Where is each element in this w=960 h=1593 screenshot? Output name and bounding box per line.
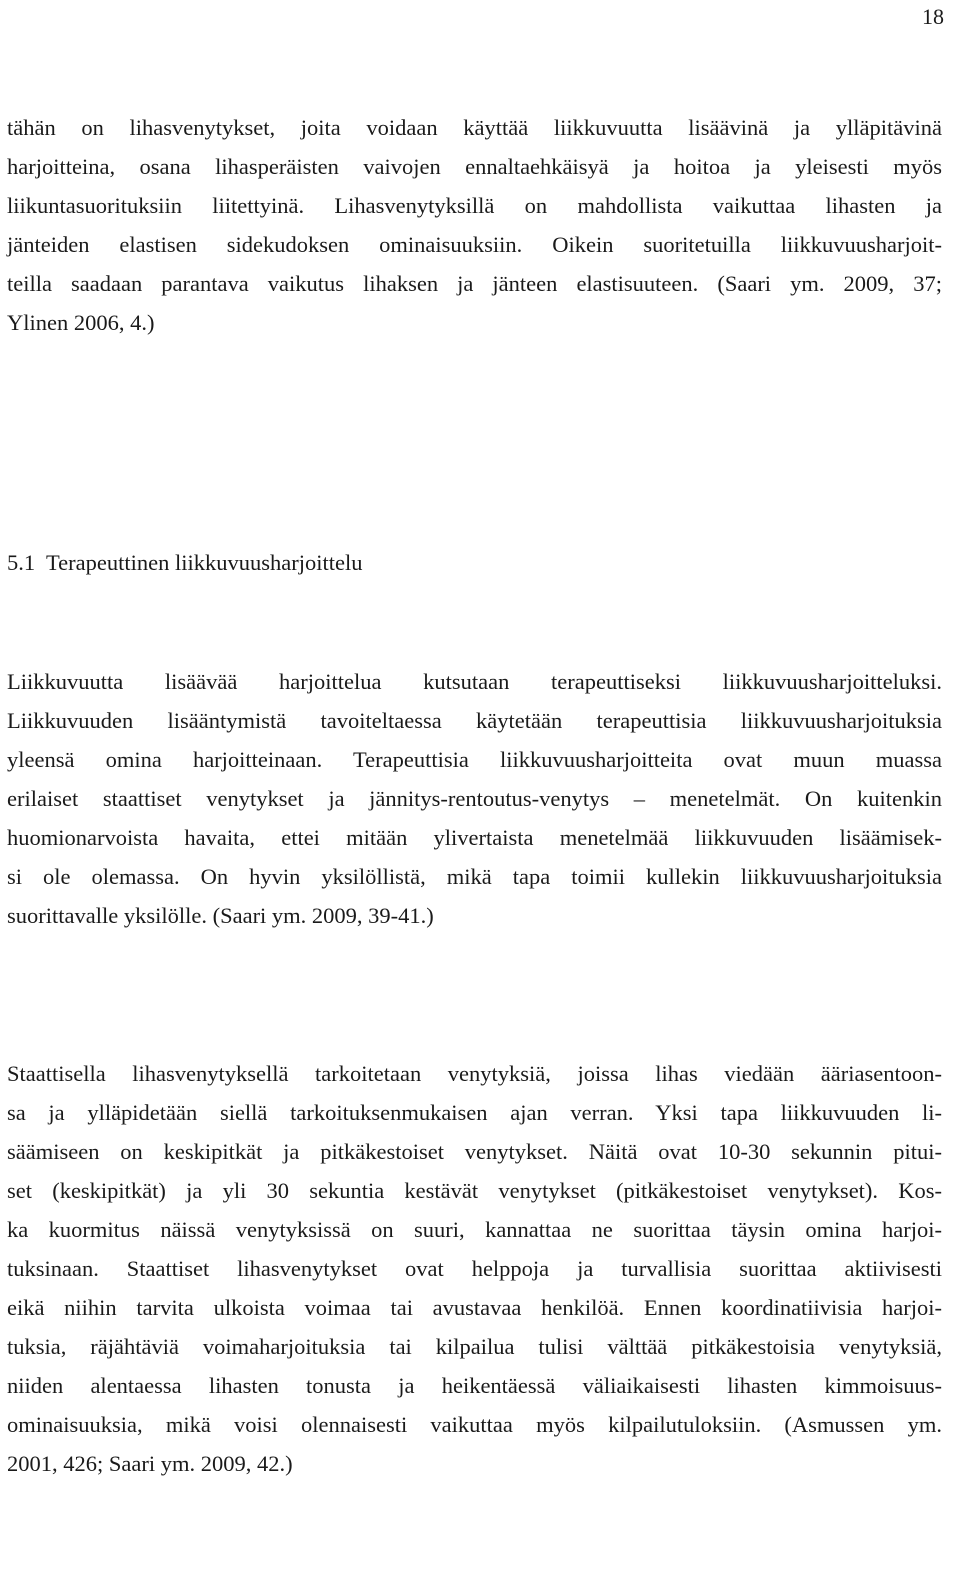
text-line: si ole olemassa. On hyvin yksilöllistä, mikä tapa toimii kullekin liikkuvuusharjoituksia xyxy=(7,864,942,889)
text-line: Ylinen 2006, 4.) xyxy=(7,310,155,335)
text-line: eikä niihin tarvita ulkoista voimaa tai avustavaa henkilöä. Ennen koordinatiivisia harjoi- xyxy=(7,1295,942,1320)
text-line: yleensä omina harjoitteinaan. Terapeuttisia liikkuvuusharjoitteita ovat muun muassa xyxy=(7,747,942,772)
text-line: ominaisuuksia, mikä voisi olennaisesti vaikuttaa myös kilpailutuloksiin. (Asmussen ym. xyxy=(7,1412,942,1437)
text-line: erilaiset staattiset venytykset ja jännitys-rentoutus-venytys – menetelmät. On kuitenkin xyxy=(7,786,942,811)
text-line: huomionarvoista havaita, ettei mitään ylivertaista menetelmää liikkuvuuden lisäämisek- xyxy=(7,825,942,850)
page-number: 18 xyxy=(922,4,944,29)
text-line: harjoitteina, osana lihasperäisten vaivojen ennaltaehkäisyä ja hoitoa ja yleisesti myös xyxy=(7,154,942,179)
text-line: tuksia, räjähtäviä voimaharjoituksia tai kilpailua tulisi välttää pitkäkestoisia venytyksiä, xyxy=(7,1334,942,1359)
text-line: Liikkuvuutta lisäävää harjoittelua kutsutaan terapeuttiseksi liikkuvuusharjoitteluksi. xyxy=(7,669,942,694)
text-line: säämiseen on keskipitkät ja pitkäkestoiset venytykset. Näitä ovat 10-30 sekunnin pitui- xyxy=(7,1139,942,1164)
text-line: liikuntasuorituksiin liitettyinä. Lihasvenytyksillä on mahdollista vaikuttaa lihasten ja xyxy=(7,193,942,218)
text-line: tähän on lihasvenytykset, joita voidaan käyttää liikkuvuutta lisäävinä ja ylläpitävinä xyxy=(7,115,942,140)
text-line: niiden alentaessa lihasten tonusta ja heikentäessä väliaikaisesti lihasten kimmoisuus- xyxy=(7,1373,942,1398)
text-line: suorittavalle yksilölle. (Saari ym. 2009, 39-41.) xyxy=(7,903,434,928)
text-line: jänteiden elastisen sidekudoksen ominaisuuksiin. Oikein suoritetuilla liikkuvuusharjoit- xyxy=(7,232,942,257)
text-line: Staattisella lihasvenytyksellä tarkoitetaan venytyksiä, joissa lihas viedään ääriasentoon- xyxy=(7,1061,942,1086)
text-line: 2001, 426; Saari ym. 2009, 42.) xyxy=(7,1451,293,1476)
section-heading: 5.1 Terapeuttinen liikkuvuusharjoittelu xyxy=(7,550,363,575)
text-line: teilla saadaan parantava vaikutus lihaksen ja jänteen elastisuuteen. (Saari ym. 2009, 37; xyxy=(7,271,942,296)
text-line: sa ja ylläpidetään siellä tarkoituksenmukaisen ajan verran. Yksi tapa liikkuvuuden li- xyxy=(7,1100,942,1125)
text-line: set (keskipitkät) ja yli 30 sekuntia kestävät venytykset (pitkäkestoiset venytykset). Kos- xyxy=(7,1178,942,1203)
text-line: ka kuormitus näissä venytyksissä on suuri, kannattaa ne suorittaa täysin omina harjoi- xyxy=(7,1217,942,1242)
text-line: Liikkuvuuden lisääntymistä tavoiteltaessa käytetään terapeuttisia liikkuvuusharjoituksia xyxy=(7,708,942,733)
text-line: tuksinaan. Staattiset lihasvenytykset ovat helppoja ja turvallisia suorittaa aktiivisesti xyxy=(7,1256,942,1281)
